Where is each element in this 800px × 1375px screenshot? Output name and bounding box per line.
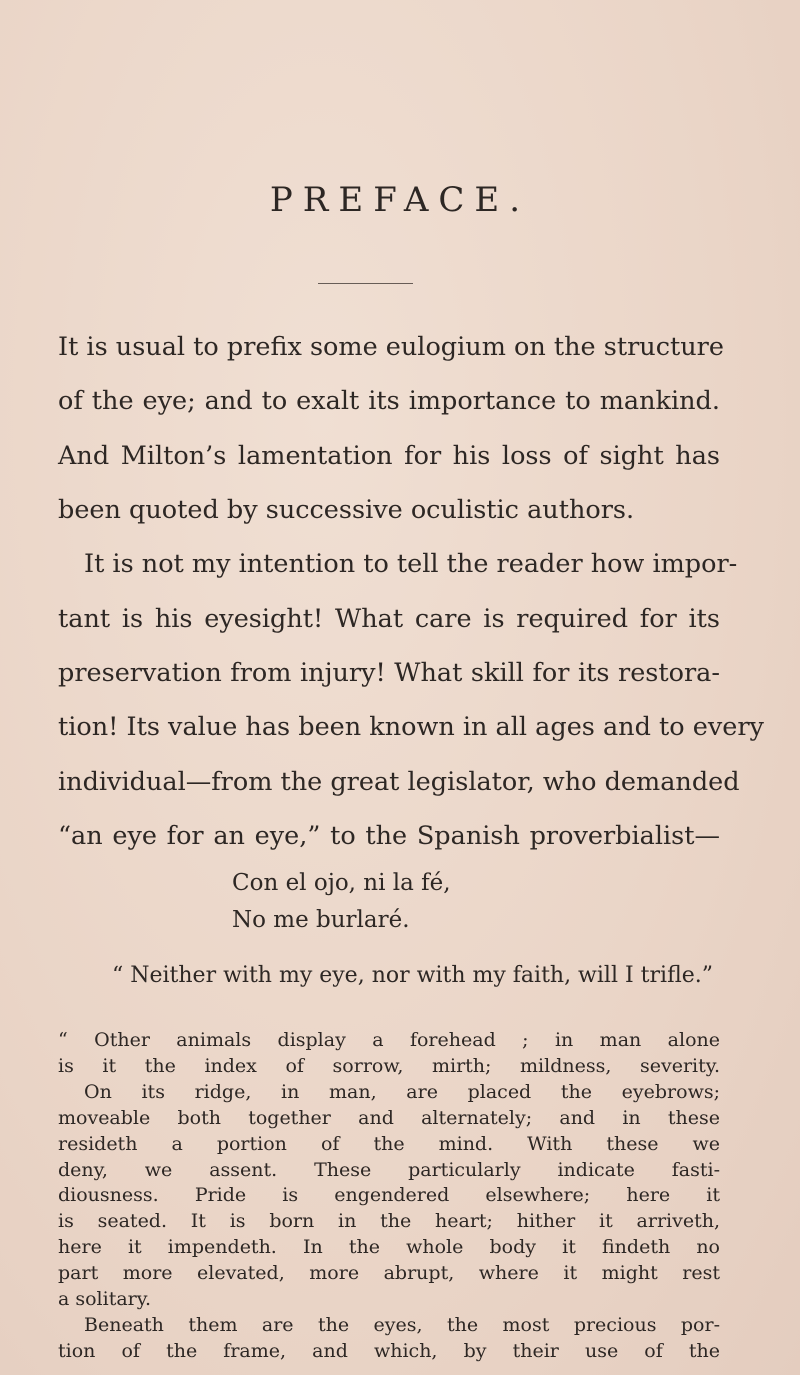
title-rule xyxy=(318,283,413,284)
translation-quote: “ Neither with my eye, nor with my faith, will I trifle.” xyxy=(112,963,714,988)
text-line: It is usual to prefix some eulogium on the structure xyxy=(58,332,724,362)
page-title: PREFACE. xyxy=(269,180,531,220)
text-line: “an eye for an eye,” to the Spanish proverbialist— xyxy=(58,821,720,851)
verse-line: No me burlaré. xyxy=(232,907,410,933)
text-line: tion of the frame, and which, by their use of the xyxy=(58,1339,720,1362)
text-line: is seated. It is born in the heart; hither it arriveth, xyxy=(58,1210,720,1233)
text-line: is it the index of sorrow, mirth; mildness, severity. xyxy=(58,1054,720,1077)
text-line: preservation from injury! What skill for its restora- xyxy=(58,658,720,688)
text-line: individual—from the great legislator, who demanded xyxy=(58,767,740,797)
text-line: been quoted by successive oculistic authors. xyxy=(58,495,635,525)
text-line: deny, we assent. These particularly indicate fasti- xyxy=(58,1158,720,1181)
text-line: It is not my intention to tell the reader how impor- xyxy=(84,549,738,579)
text-line: part more elevated, more abrupt, where it might rest xyxy=(58,1262,720,1285)
text-line: “ Other animals display a forehead ; in man alone xyxy=(58,1029,720,1051)
text-line: a solitary. xyxy=(58,1288,152,1311)
text-line: of the eye; and to exalt its importance to mankind. xyxy=(58,386,720,416)
text-line: moveable both together and alternately; and in these xyxy=(58,1106,720,1129)
verse-line: Con el ojo, ni la fé, xyxy=(232,870,451,896)
text-line: tion! Its value has been known in all ages and to every xyxy=(58,712,764,742)
text-line: Beneath them are the eyes, the most precious por- xyxy=(84,1314,720,1337)
text-line: And Milton’s lamentation for his loss of sight has xyxy=(58,441,720,471)
text-line: On its ridge, in man, are placed the eyebrows; xyxy=(84,1080,720,1103)
text-line: diousness. Pride is engendered elsewhere; here it xyxy=(58,1184,720,1207)
text-line: resideth a portion of the mind. With these we xyxy=(58,1132,720,1155)
text-line: here it impendeth. In the whole body it findeth no xyxy=(58,1236,720,1259)
text-line: tant is his eyesight! What care is required for its xyxy=(58,604,720,634)
